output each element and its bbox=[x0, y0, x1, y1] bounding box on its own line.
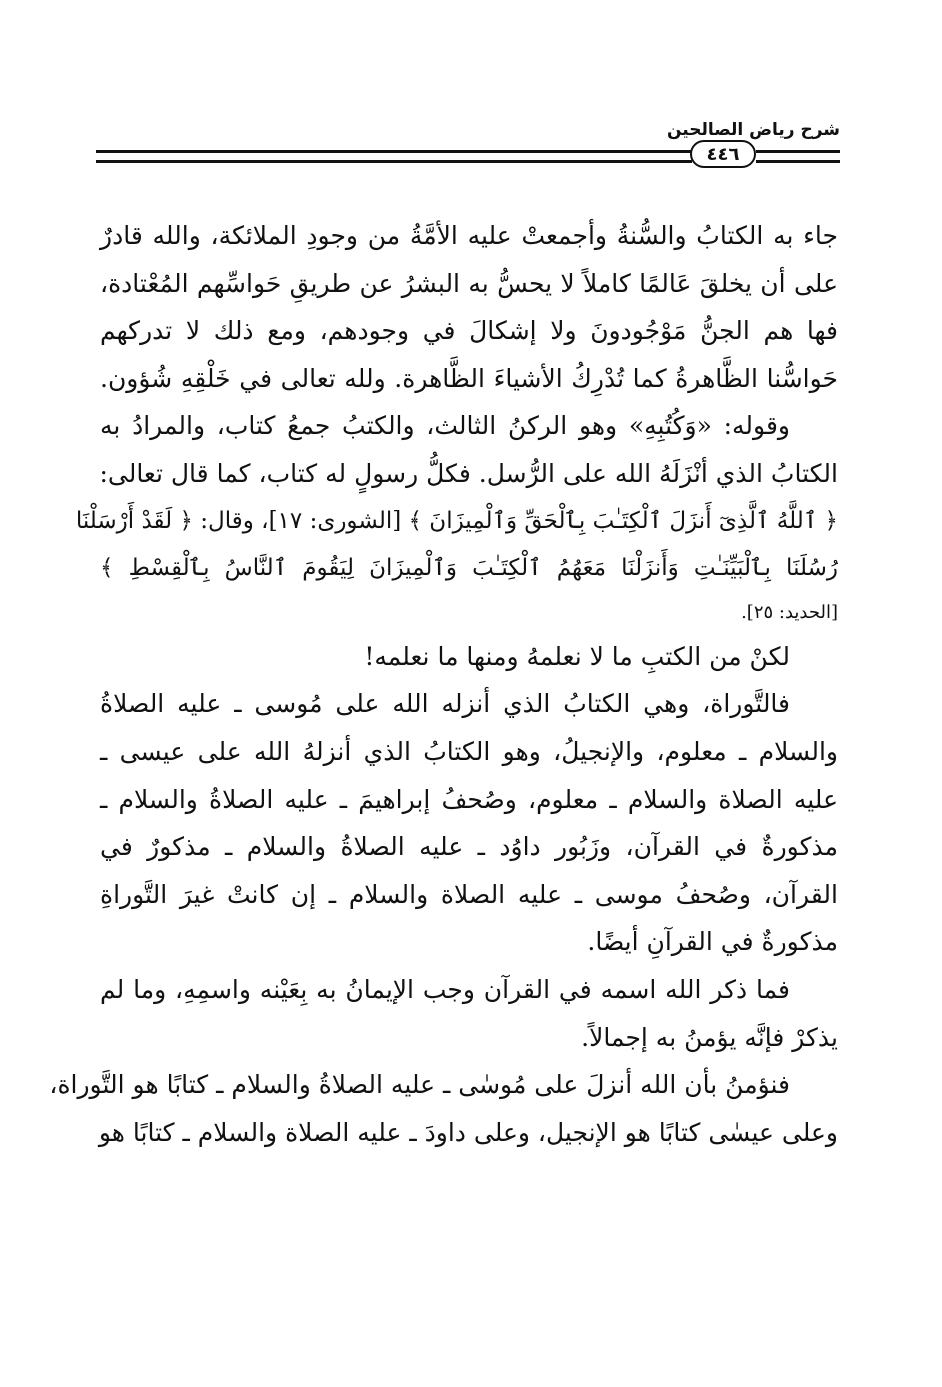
text-line: عليه الصلاة والسلام ـ معلوم، وصُحفُ إبراهيمَ ـ عليه الصلاةُ والسلام ـ bbox=[100, 784, 838, 814]
page-header bbox=[96, 112, 840, 172]
header-rule-left-bottom bbox=[96, 160, 692, 163]
text-line: جاء به الكتابُ والسُّنةُ وأجمعتْ عليه الأمَّةُ من وجودِ الملائكة، والله قادرٌ bbox=[100, 221, 838, 250]
text-line: فنؤمنُ بأن الله أنزلَ على مُوسٰى ـ عليه الصلاةُ والسلام ـ كتابًا هو التَّوراة، bbox=[49, 1070, 790, 1100]
text-line: وقوله: «وَكُتُبِهِ» وهو الركنُ الثالث، والكتبُ جمعُ كتاب، والمرادُ به bbox=[100, 411, 790, 441]
text-line: وعلى عيسٰى كتابًا هو الإنجيل، وعلى داودَ ـ عليه الصلاة والسلام ـ كتابًا هو bbox=[98, 1117, 838, 1147]
text-line: مذكورةٌ في القرآنِ أيضًا. bbox=[587, 927, 838, 957]
text-line: حَواسُّنا الظَّاهرةُ كما تُدْرِكُ الأشياءَ الظَّاهرة. ولله تعالى في خَلْقِهِ شُؤون. bbox=[100, 363, 838, 393]
page-number: ٤٤٦ bbox=[690, 140, 756, 168]
text-line: والسلام ـ معلوم، والإنجيلُ، وهو الكتابُ الذي أنزلهُ الله على عيسى ـ bbox=[100, 736, 838, 766]
book-title: شرح رياض الصالحين bbox=[666, 120, 840, 140]
text-line: يذكرْ فإنَّه يؤمنُ به إجمالاً. bbox=[581, 1022, 838, 1052]
text-line: الكتابُ الذي أنْزَلَهُ الله على الرُّسل. فكلُّ رسولٍ له كتاب، كما قال تعالى: bbox=[99, 458, 838, 488]
header-rule-right-bottom bbox=[756, 160, 840, 163]
text-line: مذكورةٌ في القرآن، وزَبُور داوُد ـ عليه الصلاةُ والسلام ـ مذكورٌ في bbox=[100, 832, 838, 862]
text-line: فها هم الجنُّ مَوْجُودونَ ولا إشكالَ في وجودهم، ومع ذلك لا تدركهم bbox=[100, 316, 838, 346]
citation-line: [الحديد: ٢٥]. bbox=[741, 601, 838, 623]
text-line: القرآن، وصُحفُ موسى ـ عليه الصلاة والسلام ـ إن كانتْ غيرَ التَّوراةِ bbox=[100, 879, 838, 909]
text-line: لكنْ من الكتبِ ما لا نعلمهُ ومنها ما نعلمه! bbox=[364, 641, 790, 671]
header-rule-right-top bbox=[756, 150, 840, 153]
text-line: على أن يخلقَ عَالمًا كاملاً لا يحسُّ به البشرُ عن طريقِ حَواسِّهم المُعْتادة، bbox=[100, 268, 838, 298]
quran-verse-line: ﴿ ٱللَّهُ ٱلَّذِىٓ أَنزَلَ ٱلْكِتَـٰبَ بِٱلْحَقِّ وَٱلْمِيزَانَ ﴾ [الشورى: ١٧]، وقال: ﴿ لَقَدْ أَرْسَلْنَا bbox=[75, 507, 838, 534]
text-line: فالتَّوراة، وهي الكتابُ الذي أنزله الله على مُوسى ـ عليه الصلاةُ bbox=[100, 689, 790, 719]
text-line: فما ذكر الله اسمه في القرآن وجب الإيمانُ به بِعَيْنه واسمِهِ، وما لم bbox=[100, 974, 790, 1004]
header-rule-left-top bbox=[96, 150, 692, 153]
quran-verse-line: رُسُلَنَا بِٱلْبَيِّنَـٰتِ وَأَنزَلْنَا مَعَهُمُ ٱلْكِتَـٰبَ وَٱلْمِيزَانَ لِيَقُومَ ٱلنَّاسُ بِٱلْقِسْطِ ﴾ bbox=[100, 555, 838, 582]
body-text bbox=[49, 212, 838, 1156]
